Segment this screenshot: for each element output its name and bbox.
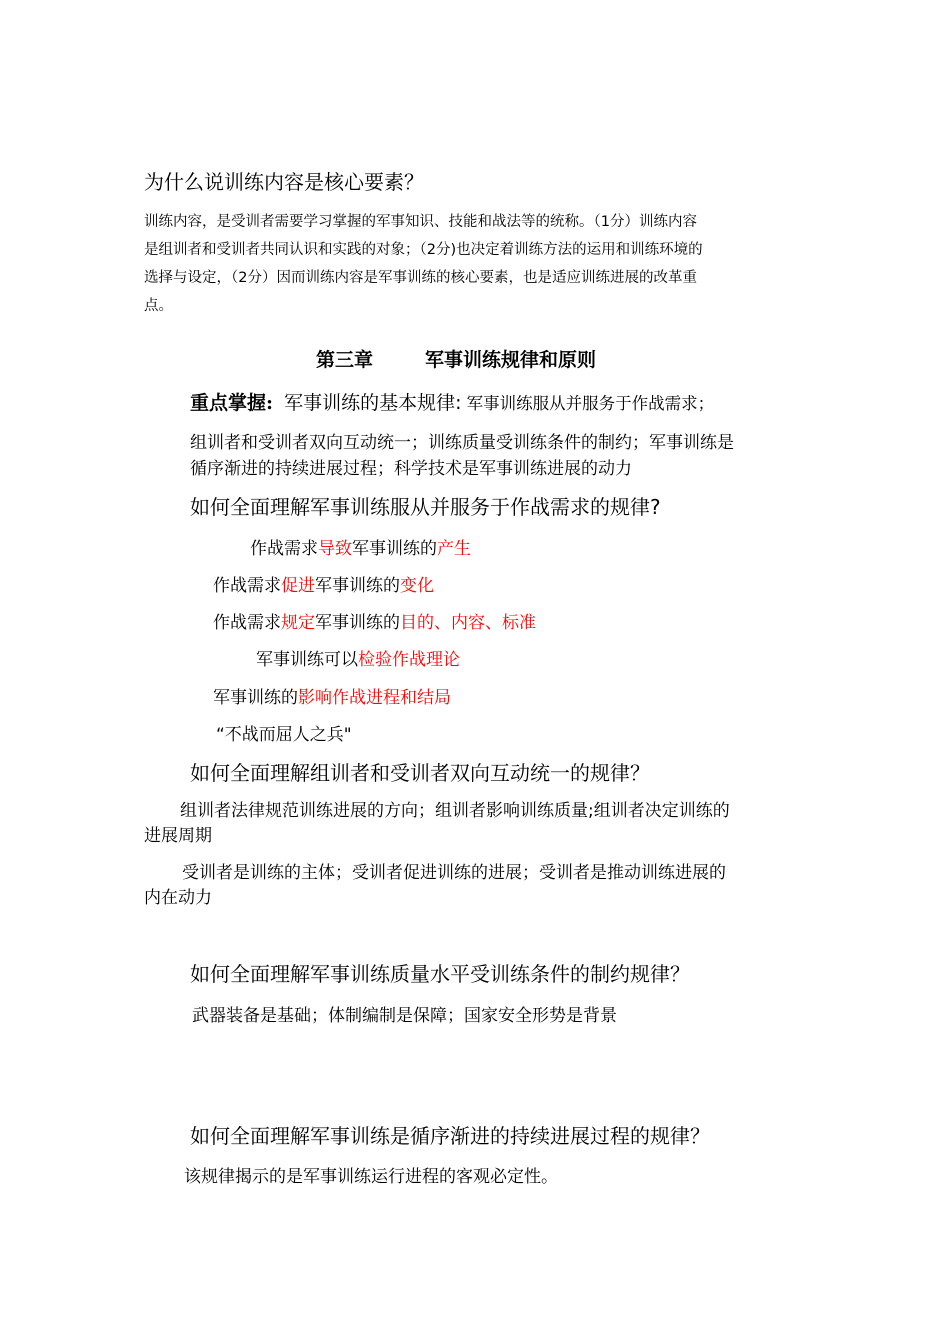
- point-highlight: 导致: [318, 539, 352, 559]
- answer-line: 点。: [144, 298, 173, 314]
- answer-organizer: [144, 799, 730, 849]
- key-points-line: [190, 388, 714, 415]
- point-highlight: 促进: [281, 576, 315, 596]
- answer-line: 选择与设定，（2分）因而训练内容是军事训练的核心要素，也是适应训练进展的改革重: [144, 270, 697, 286]
- point-text: 军事训练的: [213, 688, 298, 708]
- point-highlight: 变化: [400, 576, 434, 596]
- question-combat-demand: 如何全面理解军事训练服从并服务于作战需求的规律?: [190, 495, 661, 519]
- point-text: 军事训练的: [315, 613, 400, 633]
- key-points-first: 军事训练服从并服务于作战需求；: [466, 394, 715, 413]
- quote-line: “不战而屈人之兵": [216, 725, 352, 745]
- point-row-3: [213, 608, 536, 633]
- key-points-head: 军事训练的基本规律:: [284, 392, 462, 414]
- point-text: 军事训练的: [315, 576, 400, 596]
- point-highlight: 检验作战理论: [358, 650, 460, 670]
- chapter-number: 第三章: [316, 349, 374, 371]
- answer-trainee: [144, 861, 726, 911]
- question-progressive: 如何全面理解军事训练是循序渐进的持续进展过程的规律？: [190, 1124, 710, 1148]
- point-text: 作战需求: [250, 539, 318, 559]
- point-row-1: [250, 534, 471, 559]
- answer-progressive: 该规律揭示的是军事训练运行进程的客观必定性。: [184, 1167, 558, 1187]
- point-text: 作战需求: [213, 576, 281, 596]
- answer-line: 受训者是训练的主体；受训者促进训练的进展；受训者是推动训练进展的: [182, 863, 726, 883]
- key-points-line2: 组训者和受训者双向互动统一；训练质量受训练条件的制约；军事训练是: [190, 433, 734, 453]
- answer-line: 组训者法律规范训练进展的方向；组训者影响训练质量;组训者决定训练的: [180, 801, 730, 821]
- question-interaction: 如何全面理解组训者和受训者双向互动统一的规律？: [190, 761, 650, 785]
- point-highlight: 规定: [281, 613, 315, 633]
- answer-line: 内在动力: [144, 888, 212, 908]
- chapter-heading: [316, 345, 596, 372]
- question-core-element: 为什么说训练内容是核心要素？: [144, 170, 424, 194]
- point-row-5: [213, 683, 451, 708]
- point-text: 军事训练的: [352, 539, 437, 559]
- answer-line: 是组训者和受训者共同认识和实践的对象；（2分)也决定着训练方法的运用和训练环境的: [144, 242, 703, 258]
- chapter-title: 军事训练规律和原则: [425, 349, 597, 371]
- answer-conditions: 武器装备是基础；体制编制是保障；国家安全形势是背景: [192, 1006, 617, 1026]
- key-points-body: [190, 430, 734, 482]
- answer-core-element: [144, 208, 703, 320]
- point-highlight: 产生: [437, 539, 471, 559]
- point-text: 军事训练可以: [256, 650, 358, 670]
- point-row-4: [256, 645, 460, 670]
- point-text: 作战需求: [213, 613, 281, 633]
- point-highlight: 影响作战进程和结局: [298, 688, 451, 708]
- answer-line: 训练内容，是受训者需要学习掌握的军事知识、技能和战法等的统称。（1分）训练内容: [144, 214, 697, 230]
- answer-line: 进展周期: [144, 826, 212, 846]
- point-highlight: 目的、内容、标准: [400, 613, 536, 633]
- question-conditions: 如何全面理解军事训练质量水平受训练条件的制约规律？: [190, 962, 690, 986]
- key-points-label: 重点掌握:: [190, 392, 274, 414]
- point-row-2: [213, 571, 434, 596]
- key-points-line3: 循序渐进的持续进展过程；科学技术是军事训练进展的动力: [190, 459, 632, 479]
